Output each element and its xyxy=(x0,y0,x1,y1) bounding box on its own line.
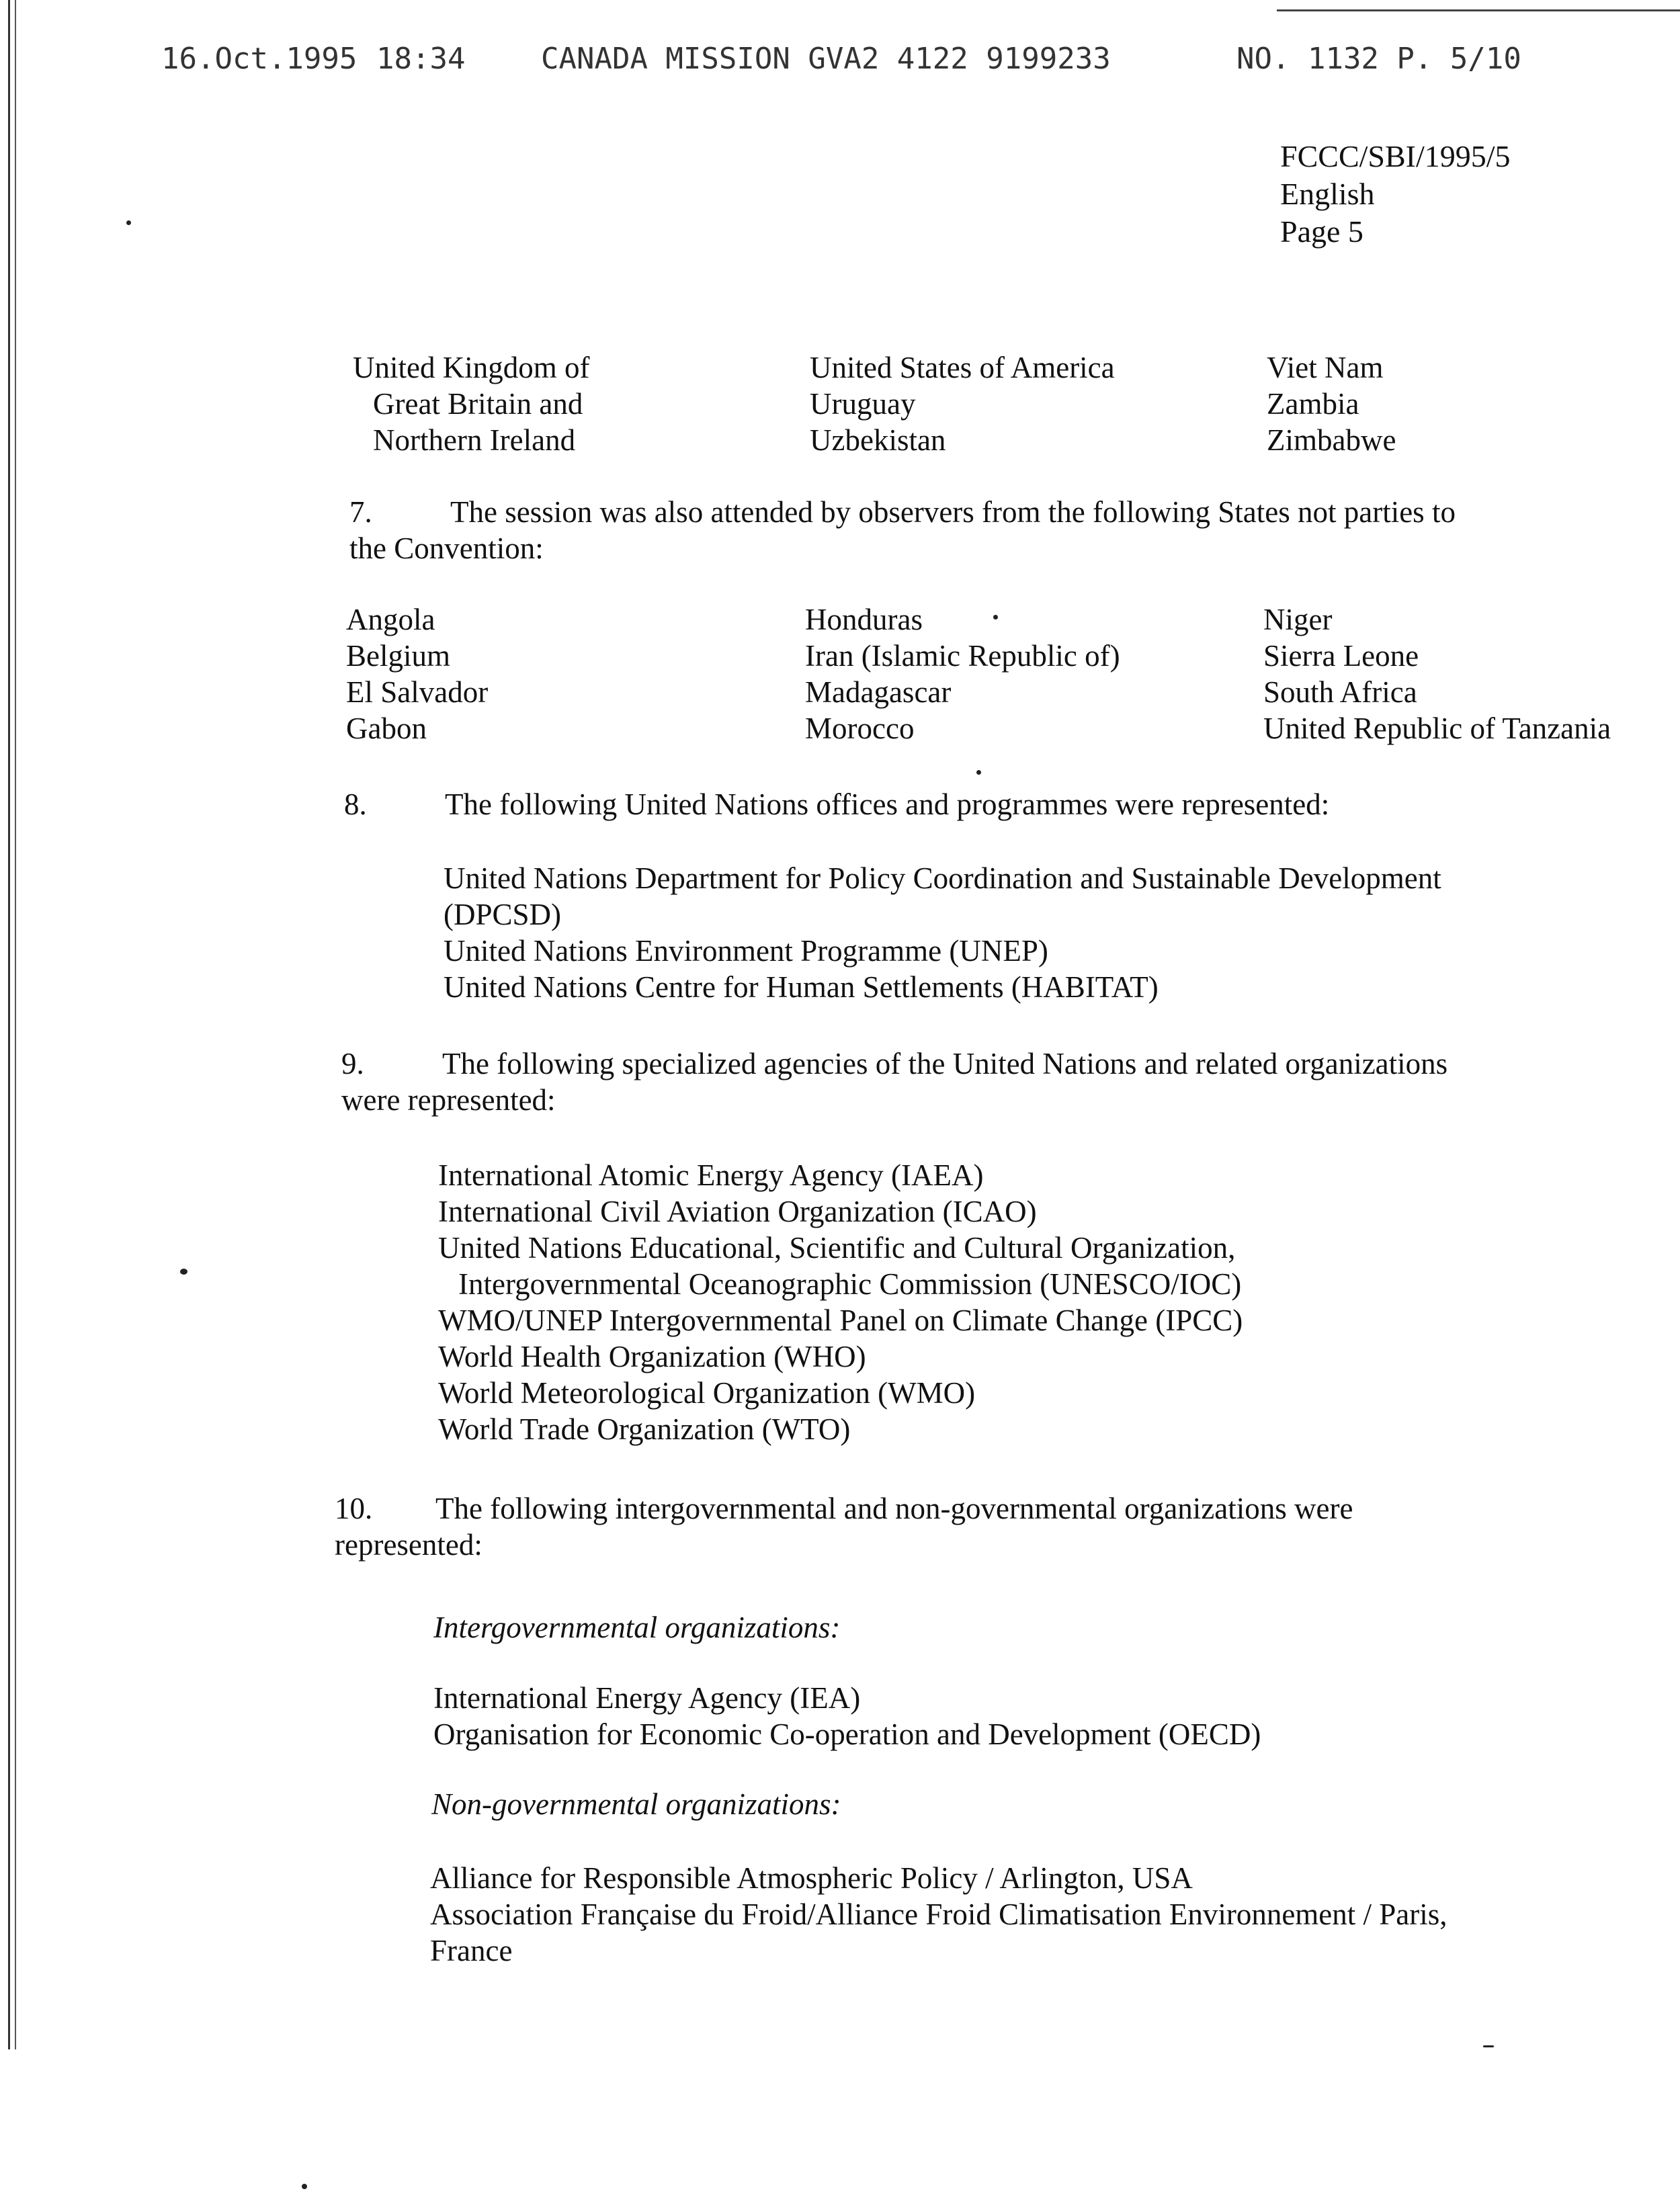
list-item: World Meteorological Organization (WMO) xyxy=(438,1376,976,1410)
igo-list xyxy=(433,1680,1261,1752)
fax-sender: CANADA MISSION GVA2 4122 9199233 xyxy=(541,42,1111,76)
igo-heading: Intergovernmental organizations: xyxy=(433,1611,841,1644)
list-item: United Nations Environment Programme (UNEP) xyxy=(444,934,1048,968)
top-rule xyxy=(1277,9,1680,11)
list-item: International Atomic Energy Agency (IAEA) xyxy=(438,1158,984,1192)
list-item: Angola xyxy=(346,603,435,636)
paragraph-7 xyxy=(349,494,1626,566)
observers-column-3 xyxy=(1263,601,1611,747)
document-language: English xyxy=(1280,177,1375,211)
fax-page-info: NO. 1132 P. 5/10 xyxy=(1236,42,1521,76)
list-item: Uruguay xyxy=(810,387,916,421)
scan-speck xyxy=(180,1269,187,1275)
list-item: Sierra Leone xyxy=(1263,639,1419,673)
ngo-list xyxy=(430,1860,1447,1969)
list-item: United Republic of Tanzania xyxy=(1263,712,1611,745)
list-item: Great Britain and xyxy=(373,387,583,421)
list-item: Alliance for Responsible Atmospheric Policy / Arlington, USA xyxy=(430,1861,1193,1895)
list-item: United Nations Department for Policy Coordination and Sustainable Development xyxy=(444,861,1441,895)
ngo-heading: Non-governmental organizations: xyxy=(431,1787,841,1821)
list-item: Niger xyxy=(1263,603,1333,636)
paragraph-text: The following United Nations offices and programmes were represented: xyxy=(445,788,1330,821)
scan-speck xyxy=(126,220,131,225)
fax-time: 18:34 xyxy=(376,42,466,76)
paragraph-text: The following specialized agencies of the United Nations and related organizations xyxy=(442,1047,1448,1080)
list-item: Association Française du Froid/Alliance Froid Climatisation Environnement / Paris, xyxy=(430,1898,1447,1931)
list-item: United Kingdom of xyxy=(353,351,590,384)
list-item: United Nations Centre for Human Settlements (HABITAT) xyxy=(444,970,1159,1004)
page-number: Page 5 xyxy=(1280,214,1363,249)
scan-speck xyxy=(993,615,998,620)
parties-column-2 xyxy=(810,349,1115,458)
list-item: WMO/UNEP Intergovernmental Panel on Climate Change (IPCC) xyxy=(438,1304,1243,1337)
list-item: Zambia xyxy=(1267,387,1359,421)
paragraph-number: 8. xyxy=(344,788,367,821)
list-item: United States of America xyxy=(810,351,1115,384)
paragraph-text: The following intergovernmental and non-governmental organizations were xyxy=(435,1492,1353,1525)
list-item: Morocco xyxy=(805,712,915,745)
list-item: International Civil Aviation Organization (ICAO) xyxy=(438,1195,1037,1228)
paragraph-number: 10. xyxy=(335,1492,373,1525)
list-item: Belgium xyxy=(346,639,450,673)
paragraph-9 xyxy=(341,1046,1652,1118)
list-item: South Africa xyxy=(1263,675,1417,709)
list-item: United Nations Educational, Scientific and Cultural Organization, xyxy=(438,1231,1236,1265)
list-item: Zimbabwe xyxy=(1267,423,1396,457)
list-item: Intergovernmental Oceanographic Commission (UNESCO/IOC) xyxy=(458,1267,1242,1301)
list-item: Uzbekistan xyxy=(810,423,946,457)
document-reference xyxy=(1280,138,1511,251)
parties-column-1 xyxy=(353,349,589,458)
list-item: Gabon xyxy=(346,712,427,745)
scan-speck xyxy=(976,770,981,775)
list-item: Iran (Islamic Republic of) xyxy=(805,639,1120,673)
un-offices-list xyxy=(444,860,1441,1005)
list-item: Viet Nam xyxy=(1267,351,1384,384)
scan-speck xyxy=(302,2184,307,2189)
page-edge-line xyxy=(8,0,10,2049)
paragraph-text: The session was also attended by observers from the following States not parties to xyxy=(450,495,1456,529)
list-item: Madagascar xyxy=(805,675,952,709)
paragraph-text: the Convention: xyxy=(349,531,544,565)
paragraph-10 xyxy=(335,1490,1645,1563)
list-item: World Trade Organization (WTO) xyxy=(438,1412,851,1446)
list-item: El Salvador xyxy=(346,675,489,709)
paragraph-number: 7. xyxy=(349,495,372,529)
document-symbol: FCCC/SBI/1995/5 xyxy=(1280,139,1511,173)
list-item: Honduras xyxy=(805,603,923,636)
list-item: International Energy Agency (IEA) xyxy=(433,1681,861,1715)
list-item: Organisation for Economic Co-operation and Development (OECD) xyxy=(433,1717,1261,1751)
list-item: Northern Ireland xyxy=(373,423,576,457)
paragraph-text: were represented: xyxy=(341,1083,556,1117)
fax-header xyxy=(161,42,1559,82)
specialized-agencies-list xyxy=(438,1157,1243,1447)
page-edge-line xyxy=(15,0,16,2049)
paragraph-number: 9. xyxy=(341,1047,364,1080)
parties-column-3 xyxy=(1267,349,1396,458)
scan-speck xyxy=(1483,2045,1494,2047)
fax-date: 16.Oct.1995 xyxy=(161,42,358,76)
list-item: France xyxy=(430,1934,513,1967)
observers-column-1 xyxy=(346,601,488,747)
observers-column-2 xyxy=(805,601,1120,747)
list-item: World Health Organization (WHO) xyxy=(438,1340,866,1373)
paragraph-8 xyxy=(344,786,1621,822)
list-item: (DPCSD) xyxy=(444,898,562,931)
paragraph-text: represented: xyxy=(335,1528,482,1562)
